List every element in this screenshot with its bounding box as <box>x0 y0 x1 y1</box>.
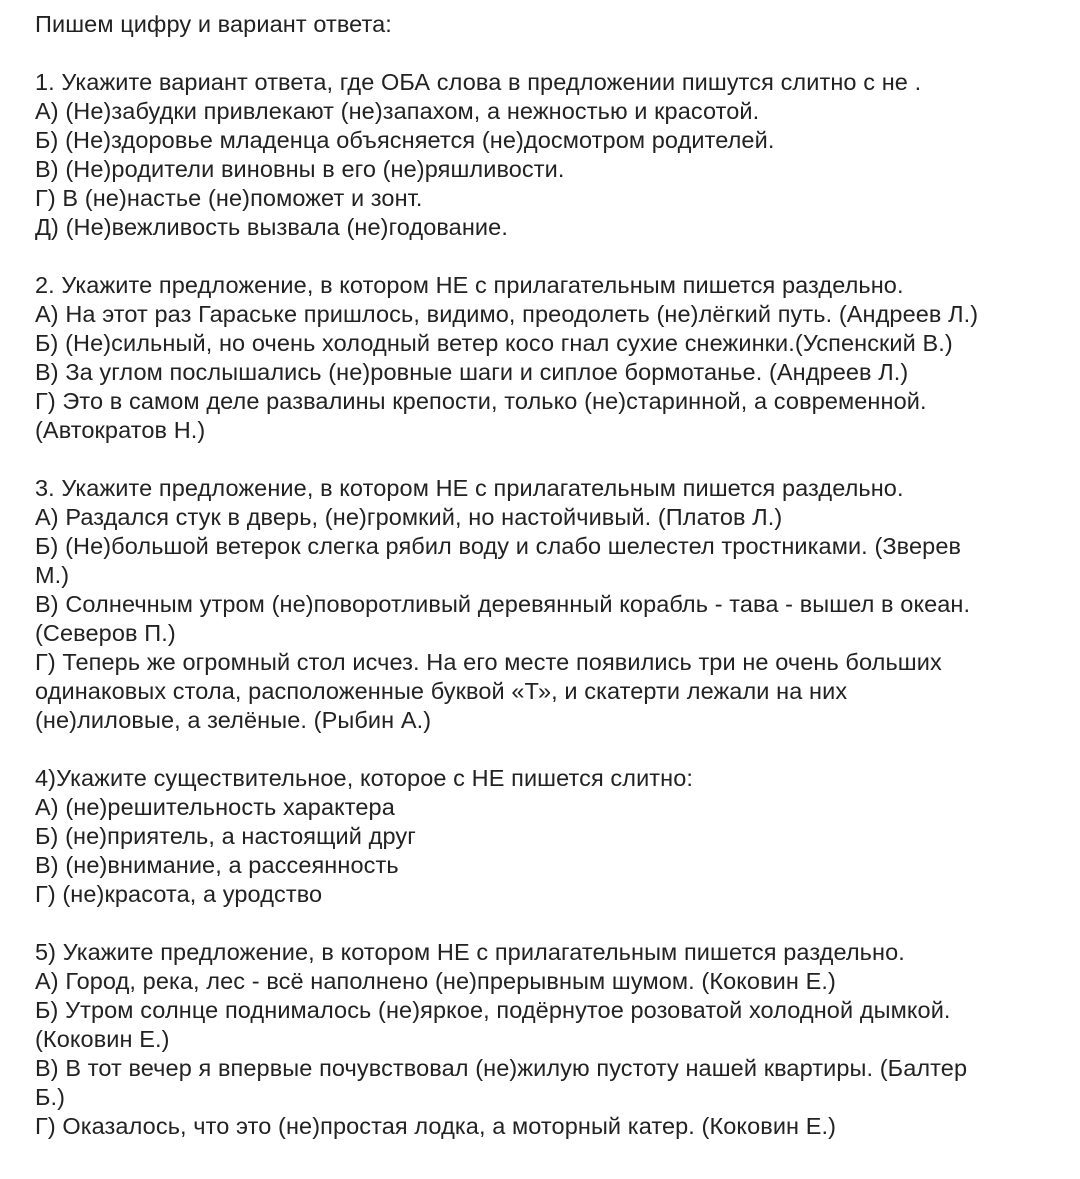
question-3-option-b: Б) (Не)большой ветерок слегка рябил воду и слабо шелестел тростниками. (Зверев <box>35 533 962 559</box>
question-5 <box>35 938 1075 1141</box>
question-1-option-b: Б) (Не)здоровье младенца объясняется (не)досмотром родителей. <box>35 127 775 153</box>
question-3-prompt: 3. Укажите предложение, в котором НЕ с прилагательным пишется раздельно. <box>35 475 904 501</box>
question-4-option-v: В) (не)внимание, а рассеянность <box>35 852 399 878</box>
question-2-option-b: Б) (Не)сильный, но очень холодный ветер косо гнал сухие снежинки.(Успенский В.) <box>35 330 953 356</box>
question-5-option-a: А) Город, река, лес - всё наполнено (не)прерывным шумом. (Коковин Е.) <box>35 968 836 994</box>
question-5-option-v: В) В тот вечер я впервые почувствовал (не)жилую пустоту нашей квартиры. (Балтер <box>35 1055 968 1081</box>
question-5-option-b-cont: (Коковин Е.) <box>35 1026 170 1052</box>
question-3-option-g-cont: (не)лиловые, а зелёные. (Рыбин А.) <box>35 707 432 733</box>
question-3-option-b-cont: М.) <box>35 562 70 588</box>
question-4-prompt: 4)Укажите существительное, которое с НЕ пишется слитно: <box>35 765 694 791</box>
question-3-option-a: А) Раздался стук в дверь, (не)громкий, но настойчивый. (Платов Л.) <box>35 504 783 530</box>
question-4-option-a: А) (не)решительность характера <box>35 794 395 820</box>
question-2-option-v: В) За углом послышались (не)ровные шаги и сиплое бормотанье. (Андреев Л.) <box>35 359 909 385</box>
question-4-option-b: Б) (не)приятель, а настоящий друг <box>35 823 416 849</box>
question-3-option-g: Г) Теперь же огромный стол исчез. На его месте появились три не очень больших <box>35 649 942 675</box>
question-3 <box>35 474 1075 735</box>
question-1-option-v: В) (Не)родители виновны в его (не)ряшливости. <box>35 156 565 182</box>
document-header: Пишем цифру и вариант ответа: <box>35 11 392 37</box>
spacer <box>35 735 1075 764</box>
question-3-option-v-cont: (Северов П.) <box>35 620 176 646</box>
question-1-option-d: Д) (Не)вежливость вызвала (не)годование. <box>35 214 508 240</box>
spacer <box>35 909 1075 938</box>
spacer <box>35 445 1075 474</box>
question-1-option-a: А) (Не)забудки привлекают (не)запахом, а нежностью и красотой. <box>35 98 760 124</box>
question-2-option-g-cont: (Автократов Н.) <box>35 417 206 443</box>
question-2 <box>35 271 1075 445</box>
question-4-option-g: Г) (не)красота, а уродство <box>35 881 323 907</box>
question-3-option-g-cont: одинаковых стола, расположенные буквой «Т», и скатерти лежали на них <box>35 678 848 704</box>
question-5-option-b: Б) Утром солнце поднималось (не)яркое, подёрнутое розоватой холодной дымкой. <box>35 997 951 1023</box>
spacer <box>35 242 1075 271</box>
question-5-prompt: 5) Укажите предложение, в котором НЕ с прилагательным пишется раздельно. <box>35 939 905 965</box>
question-1-prompt: 1. Укажите вариант ответа, где ОБА слова в предложении пишутся слитно с не . <box>35 69 922 95</box>
question-5-option-g: Г) Оказалось, что это (не)простая лодка, а моторный катер. (Коковин Е.) <box>35 1113 837 1139</box>
question-2-prompt: 2. Укажите предложение, в котором НЕ с прилагательным пишется раздельно. <box>35 272 904 298</box>
question-3-option-v: В) Солнечным утром (не)поворотливый деревянный корабль - тава - вышел в океан. <box>35 591 971 617</box>
question-1 <box>35 68 1075 242</box>
question-2-option-g: Г) Это в самом деле развалины крепости, только (не)старинной, а современной. <box>35 388 927 414</box>
spacer <box>35 39 1075 68</box>
question-4 <box>35 764 1075 909</box>
question-1-option-g: Г) В (не)настье (не)поможет и зонт. <box>35 185 423 211</box>
document-page <box>35 10 1075 1141</box>
question-2-option-a: А) На этот раз Гараське пришлось, видимо, преодолеть (не)лёгкий путь. (Андреев Л.) <box>35 301 979 327</box>
question-5-option-v-cont: Б.) <box>35 1084 66 1110</box>
